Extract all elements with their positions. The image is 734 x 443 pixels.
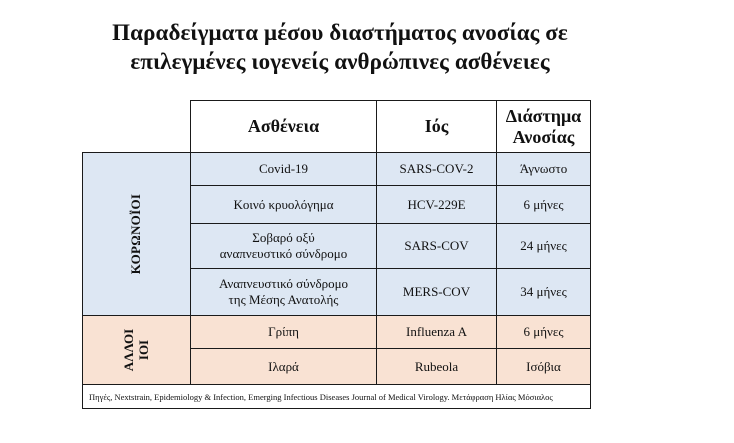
cell-virus: SARS-COV-2 [377, 153, 497, 186]
group-label-other [83, 316, 191, 385]
table-row [83, 153, 591, 186]
footer-row [83, 385, 591, 409]
disease-line-1: Κοινό κρυολόγημα [233, 196, 334, 212]
group-other-line-2: ΙΟΙ [136, 339, 152, 360]
cell-disease [191, 186, 377, 224]
cell-disease [191, 349, 377, 385]
header-corner [83, 101, 191, 153]
disease-line-1: Γρίπη [268, 324, 299, 339]
disease-line-1: Ιλαρά [268, 358, 299, 374]
group-label-coronaviruses [83, 153, 191, 316]
header-disease: Ασθένεια [191, 101, 377, 153]
title-line-2: επιλεγμένες ιογενείς ανθρώπινες ασθένειες [130, 49, 550, 74]
disease-line-2: αναπνευστικό σύνδρομο [219, 246, 348, 261]
disease-line-1: Covid-19 [258, 161, 309, 176]
header-immunity-line-1: Διάστημα [505, 105, 582, 126]
disease-line-2: της Μέσης Ανατολής [228, 292, 339, 307]
title-line-1: Παραδείγματα μέσου διαστήματος ανοσίας σε [112, 20, 568, 45]
document-title [40, 18, 640, 76]
cell-disease [191, 269, 377, 316]
group-other-text [121, 328, 151, 370]
cell-immunity: Άγνωστο [497, 153, 591, 186]
disease-line-1: Αναπνευστικό σύνδρομο [218, 276, 349, 291]
immunity-table [82, 100, 591, 409]
header-immunity-line-2: Ανοσίας [512, 126, 575, 147]
table-header-row [83, 101, 591, 153]
header-virus: Ιός [377, 101, 497, 153]
group-coronaviruses-text: ΚΟΡΩΝΟΪΟΙ [128, 193, 144, 275]
cell-virus: SARS-COV [377, 224, 497, 269]
cell-virus: HCV-229E [377, 186, 497, 224]
disease-line-1: Σοβαρό οξύ [252, 230, 315, 245]
cell-virus: Rubeola [377, 349, 497, 385]
cell-virus: MERS-COV [377, 269, 497, 316]
source-footnote: Πηγές, Nextstrain, Epidemiology & Infection, Emerging Infectious Diseases Journal of Medical Virology. Μετάφραση Ηλίας Μόσιαλος [83, 385, 591, 409]
cell-virus: Influenza A [377, 316, 497, 349]
cell-immunity: 6 μήνες [497, 186, 591, 224]
cell-immunity: 24 μήνες [497, 224, 591, 269]
table-row [83, 316, 591, 349]
cell-disease [191, 224, 377, 269]
cell-immunity: Ισόβια [497, 349, 591, 385]
cell-disease [191, 316, 377, 349]
header-immunity [497, 101, 591, 153]
group-other-line-1: ΑΛΛΟΙ [121, 328, 137, 371]
cell-immunity: 6 μήνες [497, 316, 591, 349]
cell-immunity: 34 μήνες [497, 269, 591, 316]
cell-disease [191, 153, 377, 186]
